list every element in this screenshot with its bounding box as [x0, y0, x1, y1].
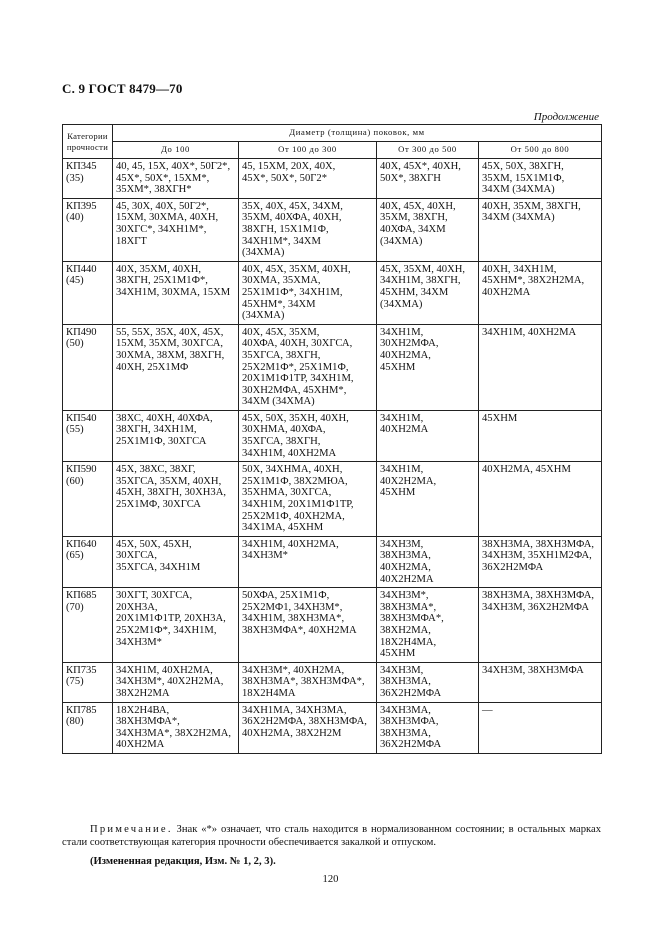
grade-cell: 34ХН1М, 30ХН2МФА, 40ХН2МА, 45ХНМ: [377, 324, 479, 410]
grade-cell: 45ХНМ: [479, 410, 602, 461]
grade-cell: 34ХН1М, 40ХН2МА, 34ХН3М*, 40Х2Н2МА, 38Х2Н2МА: [113, 662, 239, 702]
grade-cell: 45Х, 35ХМ, 40ХН, 34ХН1М, 38ХГН, 45ХНМ, 34ХМ (34ХМА): [377, 261, 479, 324]
grade-cell: 40, 45, 15Х, 40Х*, 50Г2*, 45Х*, 50Х*, 15ХМ*, 35ХМ*, 38ХГН*: [113, 159, 239, 199]
grade-cell: 34ХН1МА, 34ХН3МА, 36Х2Н2МФА, 38ХН3МФА, 40ХН2МА, 38Х2Н2М: [239, 702, 377, 753]
grade-cell: 45Х, 50Х, 38ХГН, 35ХМ, 15Х1М1Ф, 34ХМ (34ХМА): [479, 159, 602, 199]
grade-cell: 34ХН3МА, 38ХН3МФА, 38ХН3МА, 36Х2Н2МФА: [377, 702, 479, 753]
page-number: 120: [322, 874, 339, 885]
grade-cell: 50ХФА, 25Х1М1Ф, 25Х2МФ1, 34ХН3М*, 34ХН1М, 38ХН3МА*, 38ХН3МФА*, 40ХН2МА: [239, 588, 377, 663]
grade-cell: 40Х, 45Х, 35ХМ, 40ХФА, 40ХН, 30ХГСА, 35ХГСА, 38ХГН, 25Х2М1Ф*, 25Х1М1Ф, 20Х1М1Ф1ТР, 34ХН1М, 30ХН2МФА, 45ХНМ*, 34ХМ (34ХМА): [239, 324, 377, 410]
grade-cell: 45Х, 50Х, 35ХН, 40ХН, 30ХНМА, 40ХФА, 35ХГСА, 38ХГН, 34ХН1М, 40ХН2МА: [239, 410, 377, 461]
grade-cell: 34ХН1М, 40ХН2МА: [479, 324, 602, 410]
grade-cell: 40ХН, 35ХМ, 38ХГН, 34ХМ (34ХМА): [479, 198, 602, 261]
category-cell: КП490 (50): [63, 324, 113, 410]
table-row: [63, 261, 602, 324]
grade-cell: 34ХН1М, 40Х2Н2МА, 45ХНМ: [377, 462, 479, 537]
table-row: [63, 702, 602, 753]
table-row: [63, 588, 602, 663]
category-cell: КП735 (75): [63, 662, 113, 702]
category-cell: КП785 (80): [63, 702, 113, 753]
grade-cell: 38ХН3МА, 38ХН3МФА, 34ХН3М, 36Х2Н2МФА: [479, 588, 602, 663]
changed-edition-note: (Измененная редакция, Изм. № 1, 2, 3).: [90, 856, 276, 867]
table-row: [63, 159, 602, 199]
grade-cell: 34ХН3М*, 38ХН3МА*, 38ХН3МФА*, 38ХН2МА, 18Х2Н4МА, 45ХНМ: [377, 588, 479, 663]
category-cell: КП640 (65): [63, 536, 113, 587]
grade-cell: 34ХН3М, 38ХН3МА, 36Х2Н2МФА: [377, 662, 479, 702]
grade-cell: 55, 55Х, 35Х, 40Х, 45Х, 15ХМ, 35ХМ, 30ХГСА, 30ХМА, 38ХМ, 38ХГН, 40ХН, 25Х1МФ: [113, 324, 239, 410]
note-text: Знак «*» означает, что сталь находится в нормализованном состоянии; в остальных марках стали соответствующая категория прочности обеспечивается закалкой и отпуском.: [62, 824, 601, 848]
table-row: [63, 410, 602, 461]
category-cell: КП590 (60): [63, 462, 113, 537]
category-cell: КП345 (35): [63, 159, 113, 199]
category-cell: КП395 (40): [63, 198, 113, 261]
grade-cell: 40Х, 45Х, 35ХМ, 40ХН, 30ХМА, 35ХМА, 25Х1М1Ф*, 34ХН1М, 45ХНМ*, 34ХМ (34ХМА): [239, 261, 377, 324]
table-row: [63, 198, 602, 261]
category-cell: КП685 (70): [63, 588, 113, 663]
grade-cell: 40ХН2МА, 45ХНМ: [479, 462, 602, 537]
header-range-2: От 300 до 500: [377, 142, 479, 159]
grade-cell: 30ХГТ, 30ХГСА, 20ХН3А, 20Х1М1Ф1ТР, 20ХН3А, 25Х2М1Ф*, 34ХН1М, 34ХН3М*: [113, 588, 239, 663]
grade-cell: 45, 15ХМ, 20Х, 40Х, 45Х*, 50Х*, 50Г2*: [239, 159, 377, 199]
grade-cell: 34ХН1М, 40ХН2МА: [377, 410, 479, 461]
steel-grades-table: [62, 124, 602, 754]
header-category: Категории прочности: [63, 125, 113, 159]
grade-cell: 38ХН3МА, 38ХН3МФА, 34ХН3М, 35ХН1М2ФА, 36Х2Н2МФА: [479, 536, 602, 587]
header-diameter: Диаметр (толщина) поковок, мм: [113, 125, 602, 142]
grade-cell: 40Х, 45Х*, 40ХН, 50Х*, 38ХГН: [377, 159, 479, 199]
grade-cell: 45Х, 50Х, 45ХН, 30ХГСА, 35ХГСА, 34ХН1М: [113, 536, 239, 587]
grade-cell: 35Х, 40Х, 45Х, 34ХМ, 35ХМ, 40ХФА, 40ХН, 38ХГН, 15Х1М1Ф, 34ХН1М*, 34ХМ (34ХМА): [239, 198, 377, 261]
grade-cell: 45, 30Х, 40Х, 50Г2*, 15ХМ, 30ХМА, 40ХН, 30ХГС*, 34ХН1М*, 18ХГТ: [113, 198, 239, 261]
grade-cell: 40Х, 35ХМ, 40ХН, 38ХГН, 25Х1М1Ф*, 34ХН1М, 30ХМА, 15ХМ: [113, 261, 239, 324]
grade-cell: 38ХС, 40ХН, 40ХФА, 38ХГН, 34ХН1М, 25Х1М1Ф, 30ХГСА: [113, 410, 239, 461]
header-range-0: До 100: [113, 142, 239, 159]
grade-cell: 34ХН3М, 38ХН3МФА: [479, 662, 602, 702]
grade-cell: 34ХН3М, 38ХН3МА, 40ХН2МА, 40Х2Н2МА: [377, 536, 479, 587]
table-row: [63, 324, 602, 410]
grade-cell: 34ХН1М, 40ХН2МА, 34ХН3М*: [239, 536, 377, 587]
grade-cell: 40Х, 45Х, 40ХН, 35ХМ, 38ХГН, 40ХФА, 34ХМ (34ХМА): [377, 198, 479, 261]
table-row: [63, 462, 602, 537]
page-header: С. 9 ГОСТ 8479—70: [62, 81, 183, 96]
continued-label: Продолжение: [533, 111, 599, 123]
grade-cell: —: [479, 702, 602, 753]
table-row: [63, 662, 602, 702]
header-range-1: От 100 до 300: [239, 142, 377, 159]
grade-cell: 34ХН3М*, 40ХН2МА, 38ХН3МА*, 38ХН3МФА*, 18Х2Н4МА: [239, 662, 377, 702]
table-note: [62, 823, 601, 849]
grade-cell: 45Х, 38ХС, 38ХГ, 35ХГСА, 35ХМ, 40ХН, 45ХН, 38ХГН, 30ХН3А, 25Х1МФ, 30ХГСА: [113, 462, 239, 537]
category-cell: КП440 (45): [63, 261, 113, 324]
category-cell: КП540 (55): [63, 410, 113, 461]
grade-cell: 50Х, 34ХНМА, 40ХН, 25Х1М1Ф, 38Х2МЮА, 35ХНМА, 30ХГСА, 34ХН1М, 20Х1М1Ф1ТР, 25Х2М1Ф, 40ХН2МА, 34Х1МА, 45ХНМ: [239, 462, 377, 537]
grade-cell: 18Х2Н4ВА, 38ХН3МФА*, 34ХН3МА*, 38Х2Н2МА, 40ХН2МА: [113, 702, 239, 753]
note-label: Примечание.: [90, 824, 173, 835]
header-range-3: От 500 до 800: [479, 142, 602, 159]
table-row: [63, 536, 602, 587]
grade-cell: 40ХН, 34ХН1М, 45ХНМ*, 38Х2Н2МА, 40ХН2МА: [479, 261, 602, 324]
